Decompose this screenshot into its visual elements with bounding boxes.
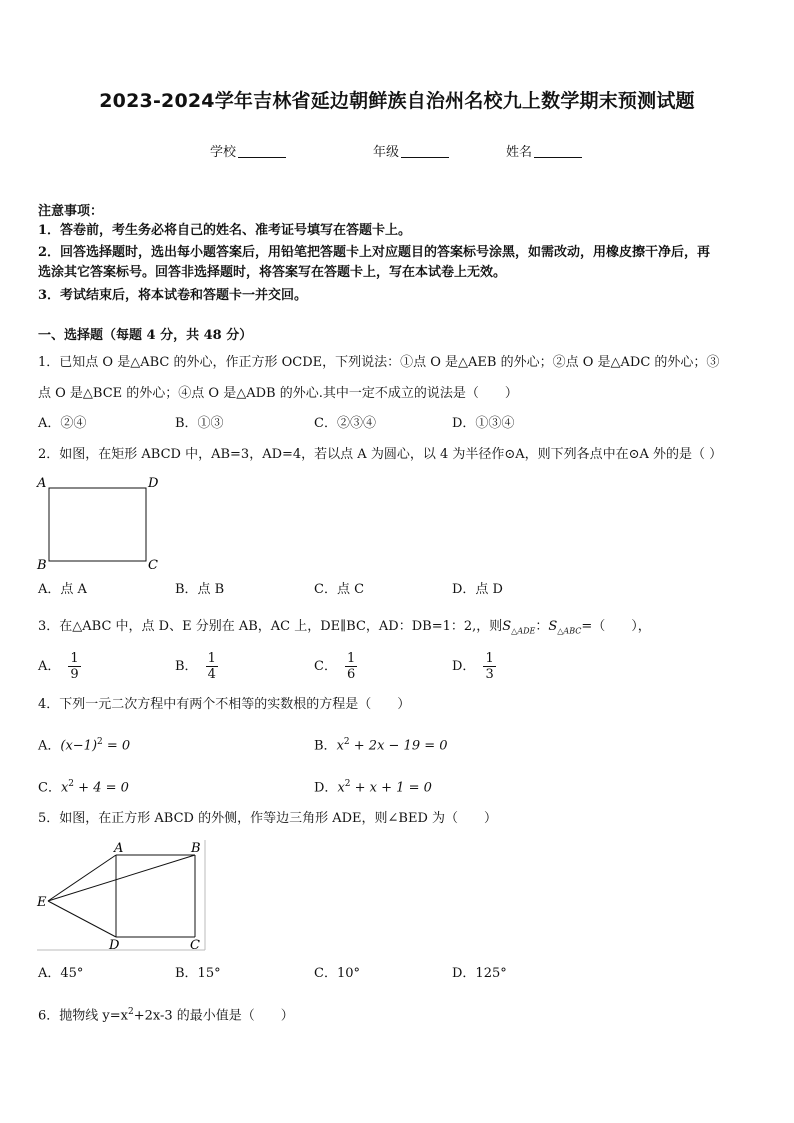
q3-option-a-label: A． <box>38 659 61 674</box>
q4-option-d <box>314 774 432 798</box>
q4-option-d-sup: 2 <box>344 779 351 789</box>
notice-item-2: 2．回答选择题时，选出每小题答案后，用铅笔把答题卡上对应题目的答案标号涂黑，如需改动，用橡皮擦干净后，再 <box>38 245 711 260</box>
numerator: 1 <box>346 651 356 666</box>
section-heading: 一、选择题（每题 4 分，共 48 分） <box>38 328 253 343</box>
q3-option-d-label: D． <box>452 659 476 674</box>
school-blank <box>238 145 286 158</box>
figure-background <box>37 840 205 950</box>
q1-option-b: B．①③ <box>175 416 224 431</box>
q5-option-b: B．15° <box>175 966 221 981</box>
page-title: 2023-2024学年吉林省延边朝鲜族自治州名校九上数学期末预测试题 <box>99 90 695 112</box>
q1-line2: 点 O 是△BCE 的外心；④点 O 是△ADB 的外心.其中一定不成立的说法是（ ） <box>38 386 518 401</box>
school-field <box>210 141 286 160</box>
q2-label-d: D <box>148 476 159 491</box>
school-label: 学校 <box>210 145 237 160</box>
q2-text: 2．如图，在矩形 ABCD 中，AB=3，AD=4，若以点 A 为圆心，以 4 为半径作⊙A，则下列各点中在⊙A 外的是（ ） <box>38 447 723 462</box>
q2-label-a: A <box>37 476 47 491</box>
q3-text <box>38 617 651 642</box>
q4-text: 4．下列一元二次方程中有两个不相等的实数根的方程是（ ） <box>38 697 411 712</box>
rectangle-abcd <box>49 488 146 561</box>
fraction <box>483 651 495 682</box>
q4-option-a-sup: 2 <box>97 737 103 747</box>
numerator: 1 <box>207 651 216 666</box>
q6-text-b: +2x-3 的最小值是（ ） <box>133 1008 294 1024</box>
q5-label-c: C <box>190 938 200 953</box>
q5-option-a: A．45° <box>38 966 84 981</box>
q4-option-b-label: B． <box>314 738 337 754</box>
q4-option-b-expr-rest: + 2x − 19 = 0 <box>349 738 448 754</box>
q1-option-d: D．①③④ <box>452 416 515 431</box>
denominator: 9 <box>70 667 79 682</box>
fraction <box>68 651 80 682</box>
numerator: 1 <box>485 651 494 666</box>
fraction <box>345 651 357 682</box>
q2-option-b: B．点 B <box>175 582 225 597</box>
grade-blank <box>401 145 449 158</box>
q3-option-d <box>452 651 496 682</box>
q4-option-a-expr: (x−1) <box>60 738 98 754</box>
q5-label-e: E <box>37 895 47 910</box>
notice-item-3: 3．考试结束后，将本试卷和答题卡一并交回。 <box>38 288 308 303</box>
q4-option-c-expr: x <box>60 780 69 796</box>
q4-option-c-sup: 2 <box>68 779 75 789</box>
q1-option-a: A．②④ <box>38 416 87 431</box>
q3-s1: S <box>502 619 512 634</box>
q5-label-b: B <box>191 841 201 856</box>
q3-option-c-label: C． <box>314 659 337 674</box>
q2-label-c: C <box>148 558 158 572</box>
denominator: 3 <box>485 667 494 682</box>
q5-option-c: C．10° <box>314 966 360 981</box>
notice-item-1: 1．答卷前，考生务必将自己的姓名、准考证号填写在答题卡上。 <box>38 223 412 238</box>
q4-option-d-expr-rest: + x + 1 = 0 <box>350 780 432 796</box>
q4-option-c <box>38 774 129 798</box>
q4-option-a-expr-rest: = 0 <box>102 738 131 754</box>
q4-option-a <box>38 732 130 756</box>
q3-option-b <box>175 651 218 682</box>
name-label: 姓名 <box>506 145 533 160</box>
q2-label-b: B <box>37 558 47 572</box>
q3-s-abc <box>548 619 581 634</box>
q4-option-d-label: D． <box>314 780 338 796</box>
q4-option-c-label: C． <box>38 780 61 796</box>
grade-field <box>373 141 449 160</box>
q5-label-a: A <box>114 841 124 856</box>
q3-s1-sub: △ADE <box>511 626 536 636</box>
q3-text-b: =（ ）， <box>581 619 651 634</box>
name-field <box>506 141 582 160</box>
denominator: 6 <box>346 667 356 682</box>
q3-text-a: 3．在△ABC 中，点 D、E 分别在 AB，AC 上，DE∥BC，AD：DB=1：2,，则 <box>38 619 503 634</box>
q2-option-c: C．点 C <box>314 582 365 597</box>
notice-heading: 注意事项： <box>38 204 104 219</box>
q4-option-a-label: A． <box>38 738 61 754</box>
q3-option-c <box>314 651 357 682</box>
q3-option-a <box>38 651 81 682</box>
fraction <box>206 651 218 682</box>
q6-text <box>38 1002 294 1026</box>
grade-label: 年级 <box>373 145 400 160</box>
q3-option-b-label: B． <box>175 659 198 674</box>
q6-sup: 2 <box>127 1007 134 1017</box>
q3-s2-sub: △ABC <box>557 626 582 636</box>
q1-line1: 1．已知点 O 是△ABC 的外心，作正方形 OCDE，下列说法：①点 O 是△AEB 的外心；②点 O 是△ADC 的外心；③ <box>38 355 720 370</box>
q5-label-d: D <box>109 938 120 953</box>
q3-s-ade <box>502 619 535 634</box>
q4-option-c-expr-rest: + 4 = 0 <box>74 780 129 796</box>
q5-square-triangle-figure <box>34 838 214 956</box>
q4-option-b-sup: 2 <box>343 737 350 747</box>
q4-option-b <box>314 732 448 756</box>
notice-item-2-cont: 选涂其它答案标号。回答非选择题时，将答案写在答题卡上，写在本试卷上无效。 <box>38 265 507 280</box>
denominator: 4 <box>207 667 216 682</box>
q2-option-a: A．点 A <box>38 582 87 597</box>
q4-option-d-expr: x <box>337 780 345 796</box>
q3-colon: ： <box>535 619 549 634</box>
q2-rectangle-figure <box>34 472 174 572</box>
q3-s2: S <box>548 619 558 634</box>
q5-option-d: D．125° <box>452 966 507 981</box>
q5-text: 5．如图，在正方形 ABCD 的外侧，作等边三角形 ADE，则∠BED 为（ ） <box>38 811 498 826</box>
q6-text-a: 6．抛物线 y=x <box>38 1008 128 1024</box>
name-blank <box>534 145 582 158</box>
q4-option-b-expr: x <box>336 738 344 754</box>
numerator: 1 <box>70 651 79 666</box>
q2-option-d: D．点 D <box>452 582 503 597</box>
q1-option-c: C．②③④ <box>314 416 376 431</box>
